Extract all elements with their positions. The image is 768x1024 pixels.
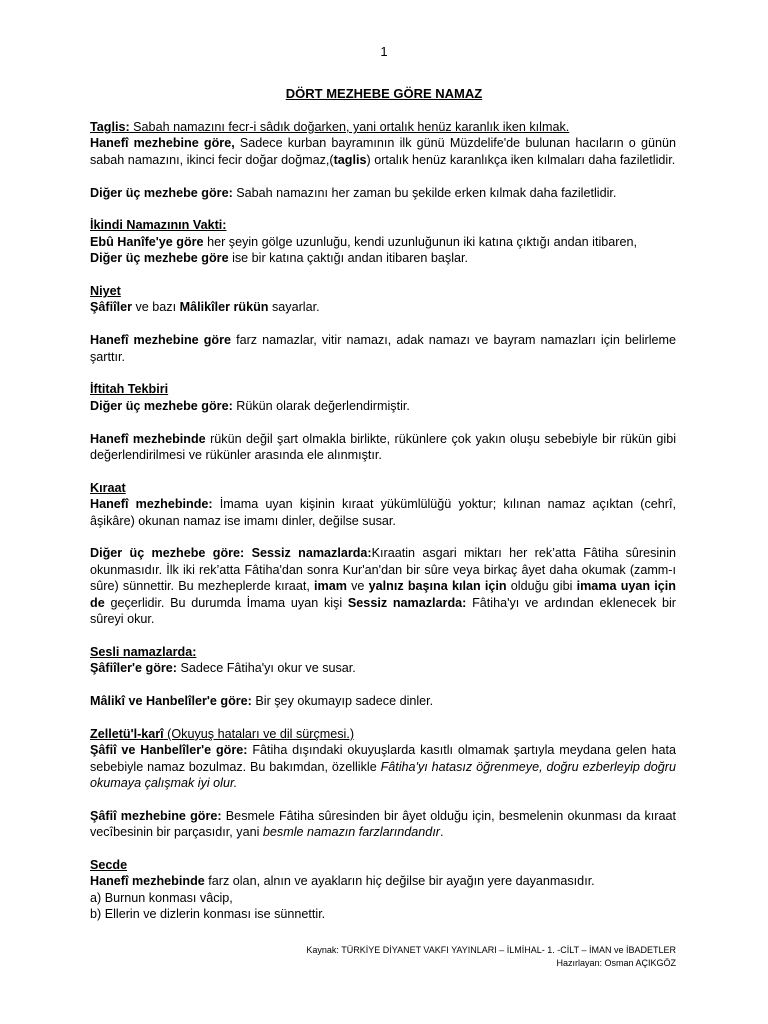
niyet-hanefi: Hanefî mezhebine göre farz namazlar, vitir namazı, adak namazı ve bayram namazları için belirleme şarttır.	[90, 333, 676, 364]
kiraat-others: Diğer üç mezhebe göre: Sessiz namazlarda:Kıraatin asgari miktarı her rek’atta Fâtiha sûresinin okunmasıdır. İlk iki rek’atta Fâtiha'dan sonra Kur'an'dan bir sûre veya birkaç âyet daha okumak (zamm-ı sûre) sünnettir. Bu mezheplerde kıraat, imam ve yalnız başına kılan için olduğu gibi imama uyan için de geçerlidir. Bu durumda İmama uyan kişi Sessiz namazlarda: Fâtiha'yı ve ardından eklenecek bir sûreyi okur.	[90, 546, 676, 627]
sesli-shafii: Şâfiîler'e göre: Sadece Fâtiha'yı okur ve susar.	[90, 661, 356, 676]
page-number: 1	[380, 44, 388, 59]
iftitah-heading: İftitah Tekbiri	[90, 382, 169, 397]
taglis-hanefi: Hanefî mezhebine göre, Sadece kurban bayramının ilk günü Müzdelife'de bulunan hacıların o günün sabah namazını, ikinci fecir doğar doğmaz,(taglis) ortalık henüz karanlıkça iken kılmaları daha faziletlidir.	[90, 136, 676, 167]
niyet-shafii: Şâfiîler ve bazı Mâlikîler rükün sayarlar.	[90, 300, 320, 315]
secde-item-a: a) Burnun konması vâcip,	[90, 890, 233, 905]
taglis-others: Diğer üç mezhebe göre: Sabah namazını her zaman bu şekilde erken kılmak daha faziletlidir.	[90, 185, 617, 200]
document-title: DÖRT MEZHEBE GÖRE NAMAZ	[285, 86, 483, 101]
iftitah-hanefi: Hanefî mezhebinde rükün değil şart olmakla birlikte, rükünlere çok yakın oluşu sebebiyle bir rükün gibi değerlendirilmesi ve rükünler arasında ele alınmıştır.	[90, 431, 677, 463]
taglis-definition: Taglis: Sabah namazını fecr-i sâdık doğarken, yani ortalık henüz karanlık iken kılmak.	[90, 120, 570, 134]
zelle-shafii-hanbeli: Şâfiî ve Hanbelîler'e göre: Fâtiha dışındaki okuyuşlarda kasıtlı olmamak şartıyla meydana gelen hata sebebiyle namaz bozulmaz. Bu bakımdan, özellikle Fâtiha'yı hatasız öğrenmeye, doğru ezberleyip doğru okumaya çalışmak iyi olur.	[90, 743, 676, 791]
taglis-heading: Taglis:	[90, 120, 130, 134]
iftitah-others: Diğer üç mezhebe göre: Rükün olarak değerlendirmiştir.	[90, 398, 410, 413]
kiraat-hanefi: Hanefî mezhebinde: İmama uyan kişinin kıraat yükümlülüğü yoktur; kılınan namaz açıktan (cehrî, âşikâre) okunan namaz ise imamı dinler, değilse susar.	[90, 497, 676, 528]
ikindi-abu-hanife: Ebû Hanîfe'ye göre her şeyin gölge uzunluğu, kendi uzunluğunun iki katına çıktığı andan itibaren,	[90, 234, 637, 249]
secde-item-b: b) Ellerin ve dizlerin konması ise sünnettir.	[90, 907, 326, 922]
secde-hanefi: Hanefî mezhebinde farz olan, alnın ve ayakların hiç değilse bir ayağın yere dayanmasıdır.	[90, 874, 595, 889]
page-footer	[306, 944, 676, 969]
sesli-maliki: Mâlikî ve Hanbelîler'e göre: Bir şey okumayıp sadece dinler.	[90, 694, 434, 709]
footer-source: Kaynak: TÜRKİYE DİYANET VAKFI YAYINLARI – İLMİHAL- 1. -CİLT – İMAN ve İBADETLER	[306, 945, 676, 955]
kiraat-heading: Kıraat	[90, 480, 126, 495]
ikindi-heading: İkindi Namazının Vakti:	[90, 218, 227, 233]
document-body	[90, 119, 676, 923]
secde-heading: Secde	[90, 858, 128, 873]
zelle-shafii: Şâfiî mezhebine göre: Besmele Fâtiha sûresinden bir âyet olduğu için, besmelenin okunması da kıraat vecîbesinin bir parçasıdır, yani besmle namazın farzlarındandır.	[90, 808, 676, 840]
niyet-heading: Niyet	[90, 284, 121, 299]
ikindi-others: Diğer üç mezhebe göre ise bir katına çaktığı andan itibaren başlar.	[90, 251, 469, 266]
zelle-heading: Zelletü'l-karî (Okuyuş hataları ve dil sürçmesi.)	[90, 726, 355, 741]
sesli-heading: Sesli namazlarda:	[90, 644, 197, 659]
footer-author: Hazırlayan: Osman AÇIKGÖZ	[556, 957, 676, 968]
